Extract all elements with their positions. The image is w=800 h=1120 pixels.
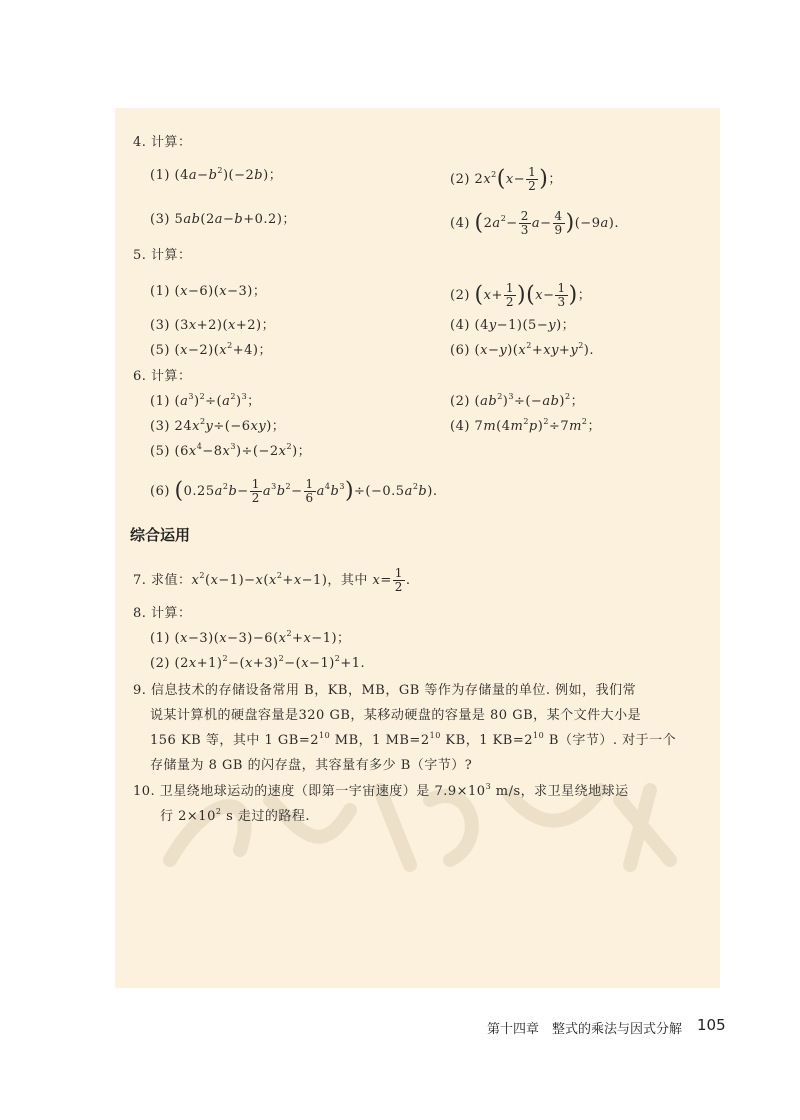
problem-6-item-6: (6) ($0.25a^2b-$ $\frac{1}{2}$ $a^3b^2-$ $\frac{1}{6}$ $a^4b^3)\div(-0.5a^2b)$. — [150, 477, 438, 505]
problem-8-item-1: (1) $(x-3)(x-3)-6(x^2+x-1)$； — [150, 629, 351, 646]
problem-9-line-1: 9. 信息技术的存储设备常用 B，KB，MB，GB 等作为存储量的单位. 例如，我们常 — [133, 683, 637, 698]
problem-6-title: 6. 计算： — [133, 369, 192, 384]
problem-10-line-2: 行 $2\times 10^2$ s 走过的路程. — [160, 807, 311, 824]
problem-6-item-5: (5) $(6x^4-8x^3)\div(-2x^2)$； — [150, 442, 312, 459]
problem-4-item-2: (2) $2x^2(x-$ $\frac{1}{2}$ )； — [450, 165, 562, 193]
problem-4-item-1: (1) $(4a-b^2)(-2b)$； — [150, 166, 283, 183]
problem-8-title: 8. 计算： — [133, 606, 192, 621]
problem-5-item-1: (1) (x−6)(x−3)； — [150, 284, 267, 299]
problem-5-item-5: (5) $(x-2)(x^2+4)$； — [150, 341, 272, 358]
problem-5-title: 5. 计算： — [133, 248, 192, 263]
problem-6-item-3: (3) $24x^2y\div(-6xy)$； — [150, 417, 286, 434]
problem-8-item-2: (2) $(2x+1)^2-(x+3)^2-(x-1)^2+1$. — [150, 654, 366, 671]
problem-9-line-2: 说某计算机的硬盘容量是320 GB，某移动硬盘的容量是 80 GB，某个文件大小是 — [150, 708, 642, 723]
problem-4-title: 4. 计算： — [133, 135, 192, 150]
problem-9-line-3: 156 KB 等，其中 1 $GB=2^{10}$ MB，1 $MB=2^{10}$ KB，1 $KB=2^{10}$ B（字节）. 对于一个 — [150, 731, 677, 748]
problem-4-item-4: (4) ($2a^2-$ $\frac{2}{3}$ a− $\frac{4}{9}$ )(−9a). — [450, 209, 619, 237]
chapter-footer: 第十四章 整式的乘法与因式分解 — [487, 1022, 683, 1037]
problem-6-item-1: (1) $(a^3)^2\div(a^2)^3$； — [150, 392, 261, 409]
problem-6-item-2: (2) $(ab^2)^3\div(-ab)^2$； — [450, 392, 585, 409]
page-number: 105 — [697, 1016, 726, 1034]
problem-9-line-4: 存储量为 8 GB 的闪存盘，其容量有多少 B（字节）? — [150, 758, 473, 773]
problem-4-item-3: (3) 5ab(2a−b+0.2)； — [150, 212, 296, 227]
section-title: 综合运用 — [130, 526, 191, 544]
problem-5-item-3: (3) (3x+2)(x+2)； — [150, 318, 276, 333]
problem-10-line-1: 10. 卫星绕地球运动的速度（即第一宇宙速度）是 $7.9\times 10^3$ m/s，求卫星绕地球运 — [133, 782, 629, 799]
problem-7: 7. 求值：$x^2(x-1)-x(x^2+x-1)$，其中 x= $\frac{1}{2}$ . — [133, 566, 411, 594]
problem-6-item-4: (4) $7m(4m^2p)^2\div 7m^2$； — [450, 417, 602, 434]
problem-5-item-4: (4) (4y−1)(5−y)； — [450, 318, 576, 333]
problem-5-item-6: (6) $(x-y)(x^2+xy+y^2)$. — [450, 341, 594, 358]
problem-5-item-2: (2) (x+ $\frac{1}{2}$ )(x− $\frac{1}{3}$ )； — [450, 281, 592, 309]
